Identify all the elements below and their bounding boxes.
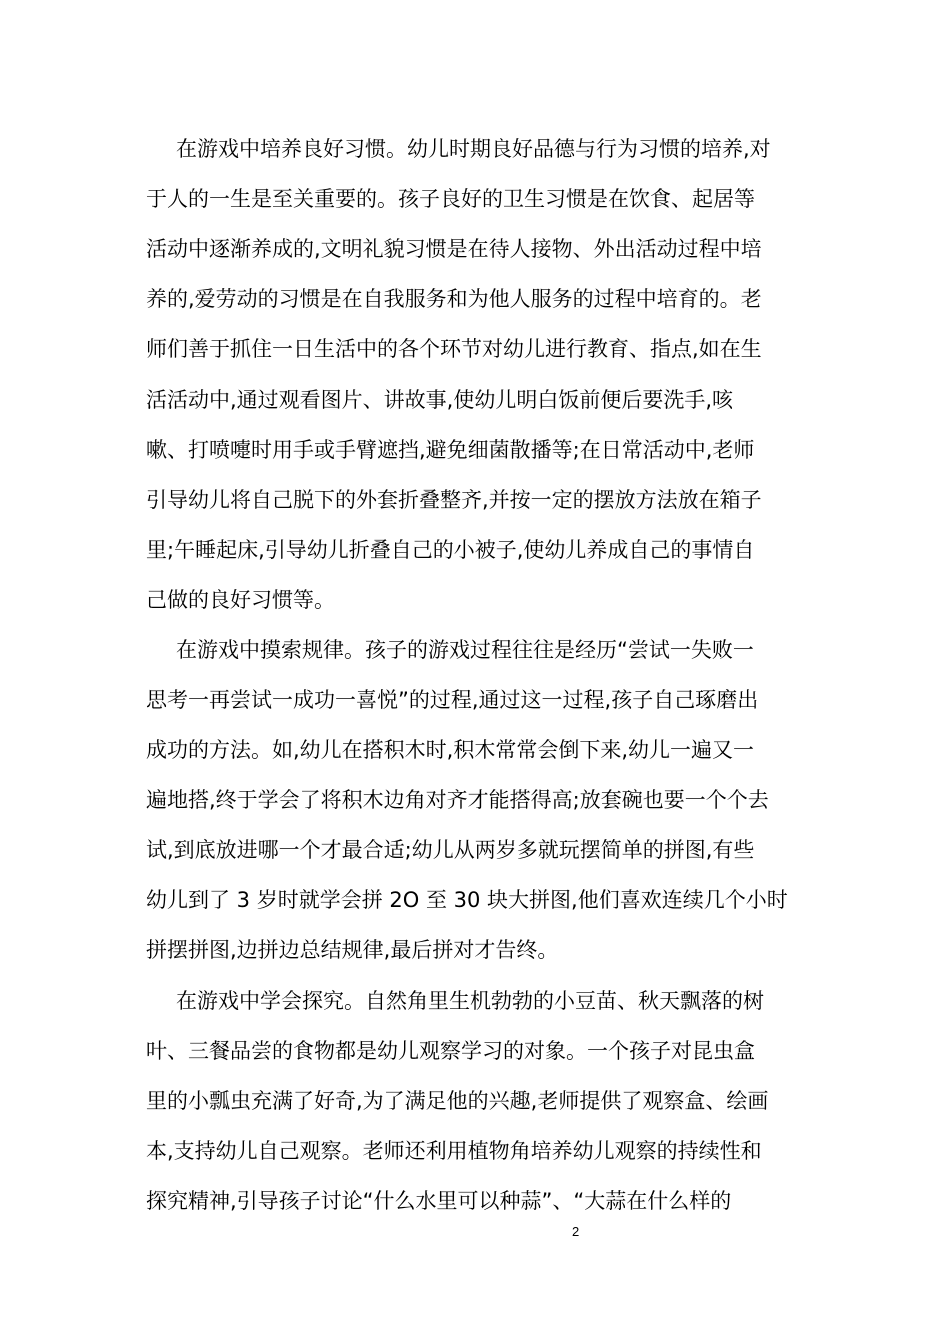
page-number: 2 [572, 1224, 580, 1239]
text-line: 探究精神,引导孩子讨论“什么水里可以种蒜”、“大蒜在什么样的 [146, 1189, 732, 1213]
text-line: 在游戏中摸索规律。孩子的游戏过程往往是经历“尝试一失败一 [176, 638, 754, 662]
text-line: 试,到底放进哪一个才最合适;幼儿从两岁多就玩摆简单的拼图,有些 [146, 838, 755, 862]
text-line: 里的小瓢虫充满了好奇,为了满足他的兴趣,老师提供了观察盒、绘画 [146, 1089, 769, 1113]
text-line: 拼摆拼图,边拼边总结规律,最后拼对才告终。 [146, 938, 559, 962]
text-line: 成功的方法。如,幼儿在搭积木时,积木常常会倒下来,幼儿一遍又一 [146, 738, 755, 762]
text-line: 己做的良好习惯等。 [146, 588, 335, 612]
text-line: 幼儿到了 3 岁时就学会拼 2O 至 30 块大拼图,他们喜欢连续几个小时 [146, 888, 788, 912]
text-line: 本,支持幼儿自己观察。老师还利用植物角培养幼儿观察的持续性和 [146, 1139, 762, 1163]
text-line: 里;午睡起床,引导幼儿折叠自己的小被子,使幼儿养成自己的事情自 [146, 538, 755, 562]
text-line: 师们善于抓住一日生活中的各个环节对幼儿进行教育、指点,如在生 [146, 337, 762, 361]
text-line: 遍地搭,终于学会了将积木边角对齐才能搭得高;放套碗也要一个个去 [146, 788, 769, 812]
text-line: 活活动中,通过观看图片、讲故事,使幼儿明白饭前便后要洗手,咳 [146, 388, 734, 412]
text-line: 养的,爱劳动的习惯是在自我服务和为他人服务的过程中培育的。老 [146, 287, 762, 311]
text-line: 在游戏中学会探究。自然角里生机勃勃的小豆苗、秋天飘落的树 [176, 989, 764, 1013]
text-line: 叶、三餐品尝的食物都是幼儿观察学习的对象。一个孩子对昆虫盒 [146, 1039, 755, 1063]
text-line: 引导幼儿将自己脱下的外套折叠整齐,并按一定的摆放方法放在箱子 [146, 488, 762, 512]
text-line: 嗽、打喷嚏时用手或手臂遮挡,避免细菌散播等;在日常活动中,老师 [146, 438, 755, 462]
text-line: 于人的一生是至关重要的。孩子良好的卫生习惯是在饮食、起居等 [146, 187, 755, 211]
text-line: 思考一再尝试一成功一喜悦”的过程,通过这一过程,孩子自己琢磨出 [146, 688, 759, 712]
text-line: 在游戏中培养良好习惯。幼儿时期良好品德与行为习惯的培养,对 [176, 137, 771, 161]
text-line: 活动中逐渐养成的,文明礼貌习惯是在待人接物、外出活动过程中培 [146, 237, 762, 261]
